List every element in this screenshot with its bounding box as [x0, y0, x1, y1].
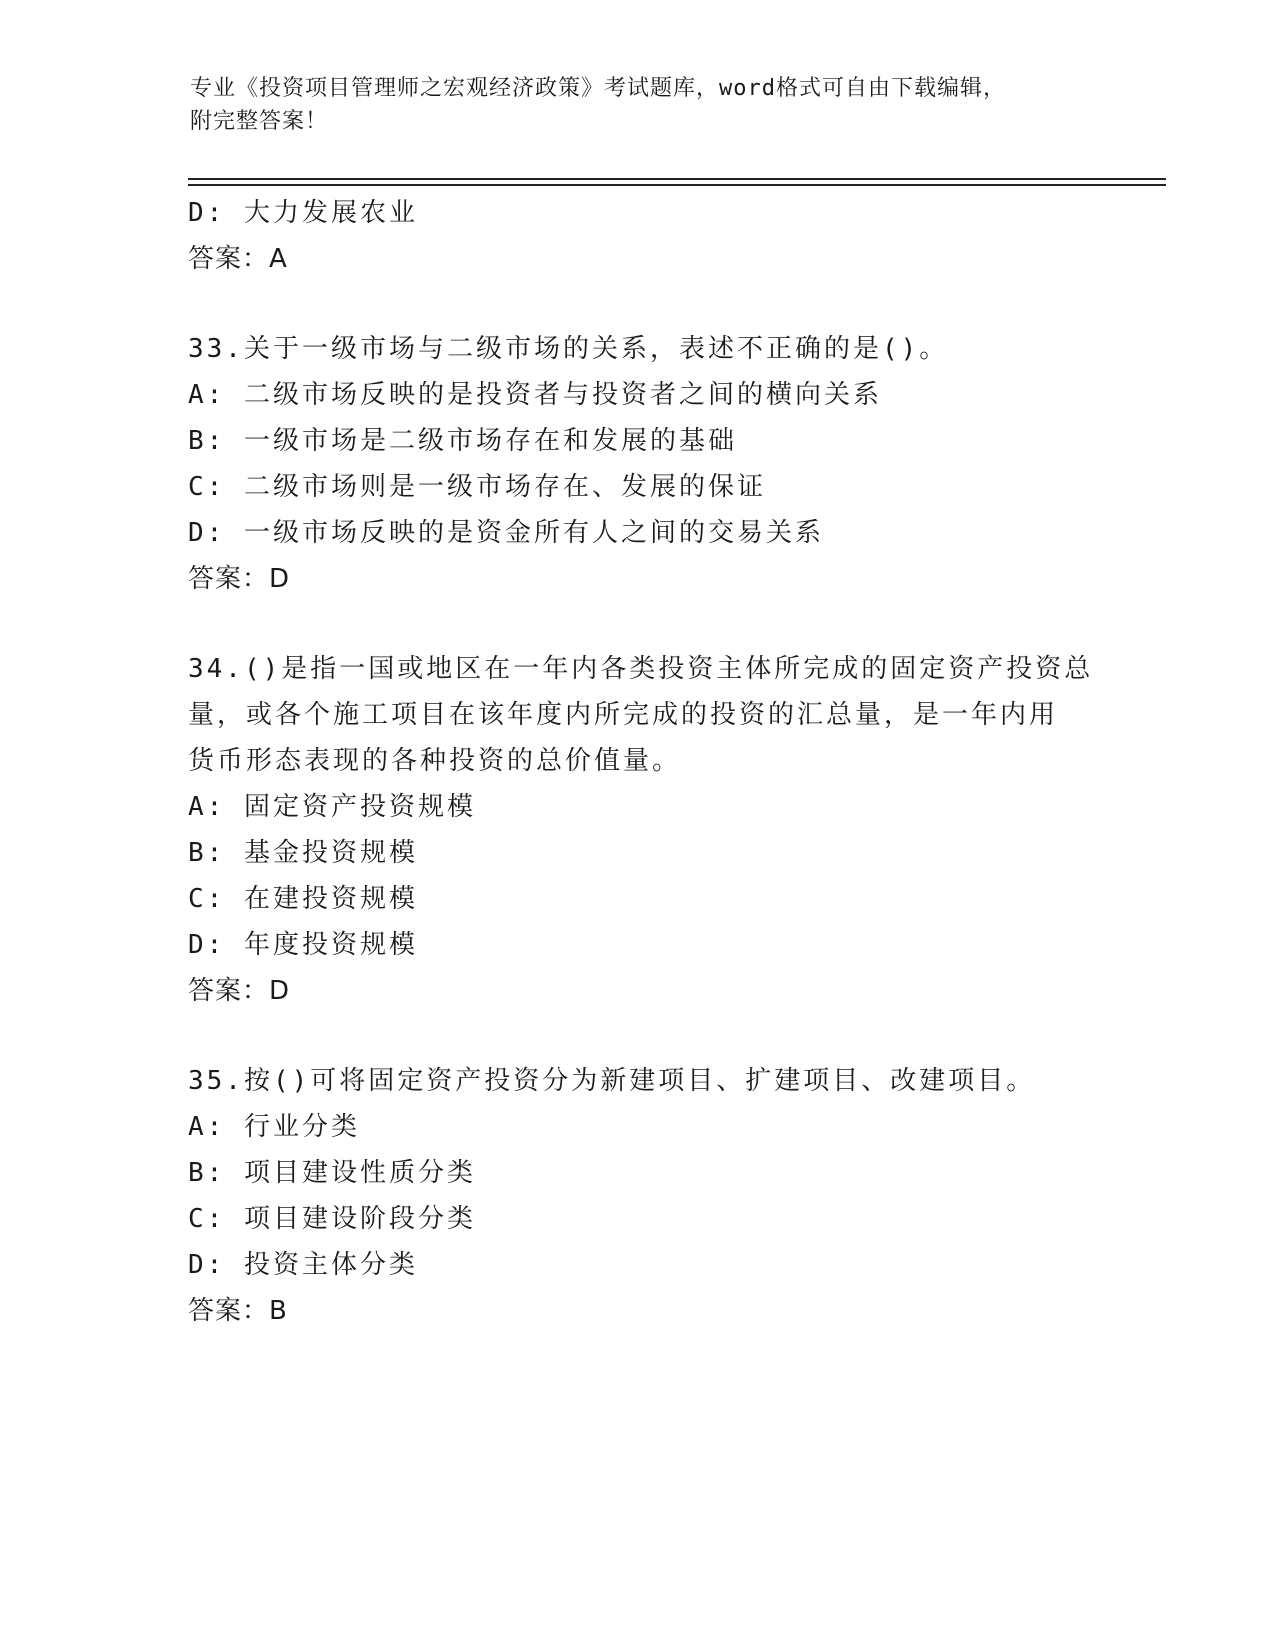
option-c: C: 项目建设阶段分类 — [188, 1204, 476, 1234]
option-d: D: 年度投资规模 — [188, 930, 418, 960]
option-b: B: 一级市场是二级市场存在和发展的基础 — [188, 426, 737, 456]
question-stem-line-3: 货币形态表现的各种投资的总价值量。 — [188, 746, 682, 776]
header-line-2: 附完整答案！ — [190, 109, 329, 134]
answer: 答案：D — [188, 564, 291, 594]
option-a: A: 行业分类 — [188, 1112, 360, 1142]
question-34 — [188, 646, 1108, 1014]
question-33 — [188, 326, 1108, 602]
question-stem-line-2: 量，或各个施工项目在该年度内所完成的投资的汇总量，是一年内用 — [188, 700, 1059, 730]
option-d: D: 一级市场反映的是资金所有人之间的交易关系 — [188, 518, 824, 548]
answer: 答案：D — [188, 976, 291, 1006]
option-a: A: 二级市场反映的是投资者与投资者之间的横向关系 — [188, 380, 882, 410]
prev-answer: 答案：A — [188, 244, 288, 274]
question-stem-line-1: 34.()是指一国或地区在一年内各类投资主体所完成的固定资产投资总 — [188, 654, 1094, 684]
header-divider-bottom — [188, 184, 1166, 186]
header-divider-top — [188, 178, 1166, 180]
option-b: B: 基金投资规模 — [188, 838, 418, 868]
option-d: D: 投资主体分类 — [188, 1250, 418, 1280]
spacer — [188, 1014, 1108, 1058]
question-content — [188, 190, 1108, 1334]
prev-option-d: D: 大力发展农业 — [188, 198, 418, 228]
option-c: C: 二级市场则是一级市场存在、发展的保证 — [188, 472, 766, 502]
option-b: B: 项目建设性质分类 — [188, 1158, 476, 1188]
document-header — [190, 72, 1070, 138]
question-stem: 35.按()可将固定资产投资分为新建项目、扩建项目、改建项目。 — [188, 1066, 1036, 1096]
option-c: C: 在建投资规模 — [188, 884, 418, 914]
answer: 答案：B — [188, 1296, 288, 1326]
spacer — [188, 282, 1108, 326]
question-stem: 33.关于一级市场与二级市场的关系，表述不正确的是()。 — [188, 334, 949, 364]
option-a: A: 固定资产投资规模 — [188, 792, 476, 822]
question-35 — [188, 1058, 1108, 1334]
spacer — [188, 602, 1108, 646]
header-line-1: 专业《投资项目管理师之宏观经济政策》考试题库，word格式可自由下载编辑， — [190, 76, 1006, 101]
